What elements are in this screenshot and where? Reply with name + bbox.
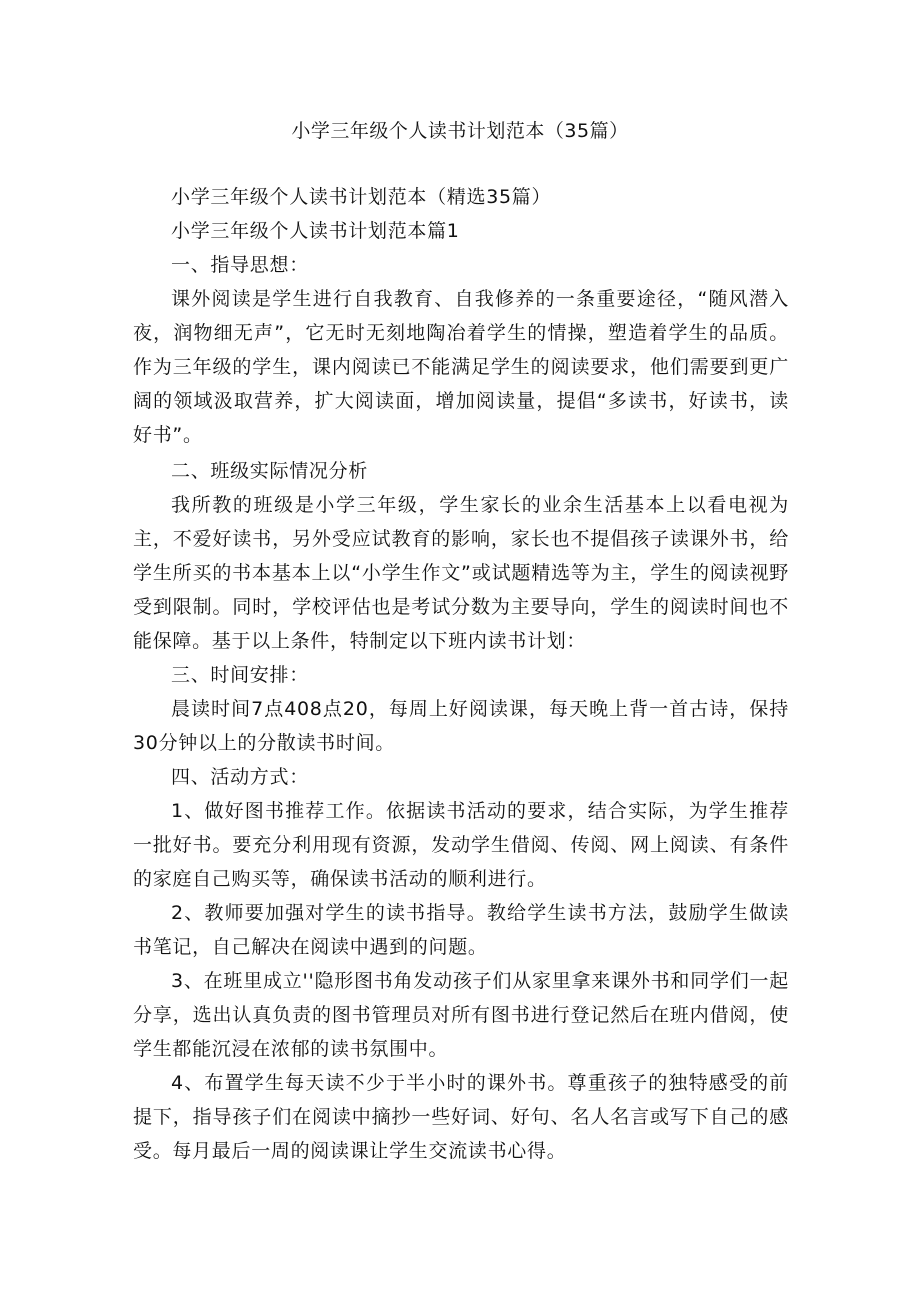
heading-class-analysis: 二、班级实际情况分析 — [171, 460, 369, 482]
document-title: 小学三年级个人读书计划范本（35篇） — [291, 120, 629, 142]
list-item-2: 2、教师要加强对学生的读书指导。教给学生读书方法，鼓励学生做读书笔记，自己解决在阅读中遇到的问题。 — [133, 902, 789, 958]
list-item-3: 3、在班里成立''隐形图书角发动孩子们从家里拿来课外书和同学们一起分享，选出认真负责的图书管理员对所有图书进行登记然后在班内借阅，使学生都能沉浸在浓郁的读书氛围中。 — [133, 970, 789, 1060]
body-paragraph: 晨读时间7点408点20，每周上好阅读课，每天晚上背一首古诗，保持30分钟以上的分散读书时间。 — [133, 698, 789, 754]
list-item-4: 4、布置学生每天读不少于半小时的课外书。尊重孩子的独特感受的前提下，指导孩子们在阅读中摘抄一些好词、好句、名人名言或写下自己的感受。每月最后一周的阅读课让学生交流读书心得。 — [133, 1072, 789, 1162]
body-paragraph: 我所教的班级是小学三年级，学生家长的业余生活基本上以看电视为主，不爱好读书，另外受应试教育的影响，家长也不提倡孩子读课外书，给学生所买的书本基本上以“小学生作文”或试题精选等为主，学生的阅读视野受到限制。同时，学校评估也是考试分数为主要导向，学生的阅读时间也不能保障。基于以上条件，特制定以下班内读书计划： — [133, 494, 789, 652]
subtitle-paragraph: 小学三年级个人读书计划范本（精选35篇） — [171, 186, 552, 208]
body-paragraph: 课外阅读是学生进行自我教育、自我修养的一条重要途径，“随风潜入夜，润物细无声”，它无时无刻地陶冶着学生的情操，塑造着学生的品质。作为三年级的学生，课内阅读已不能满足学生的阅读要求，他们需要到更广阔的领域汲取营养，扩大阅读面，增加阅读量，提倡“多读书，好读书，读好书”。 — [133, 288, 789, 446]
section-heading-article-1: 小学三年级个人读书计划范本篇1 — [171, 220, 460, 242]
heading-guiding-ideology: 一、指导思想： — [171, 254, 309, 276]
document-body — [133, 180, 789, 1168]
list-item-1: 1、做好图书推荐工作。依据读书活动的要求，结合实际，为学生推荐一批好书。要充分利用现有资源，发动学生借阅、传阅、网上阅读、有条件的家庭自己购买等，确保读书活动的顺利进行。 — [133, 800, 789, 890]
heading-activity-methods: 四、活动方式： — [171, 766, 309, 788]
heading-time-arrangement: 三、时间安排： — [171, 664, 309, 686]
